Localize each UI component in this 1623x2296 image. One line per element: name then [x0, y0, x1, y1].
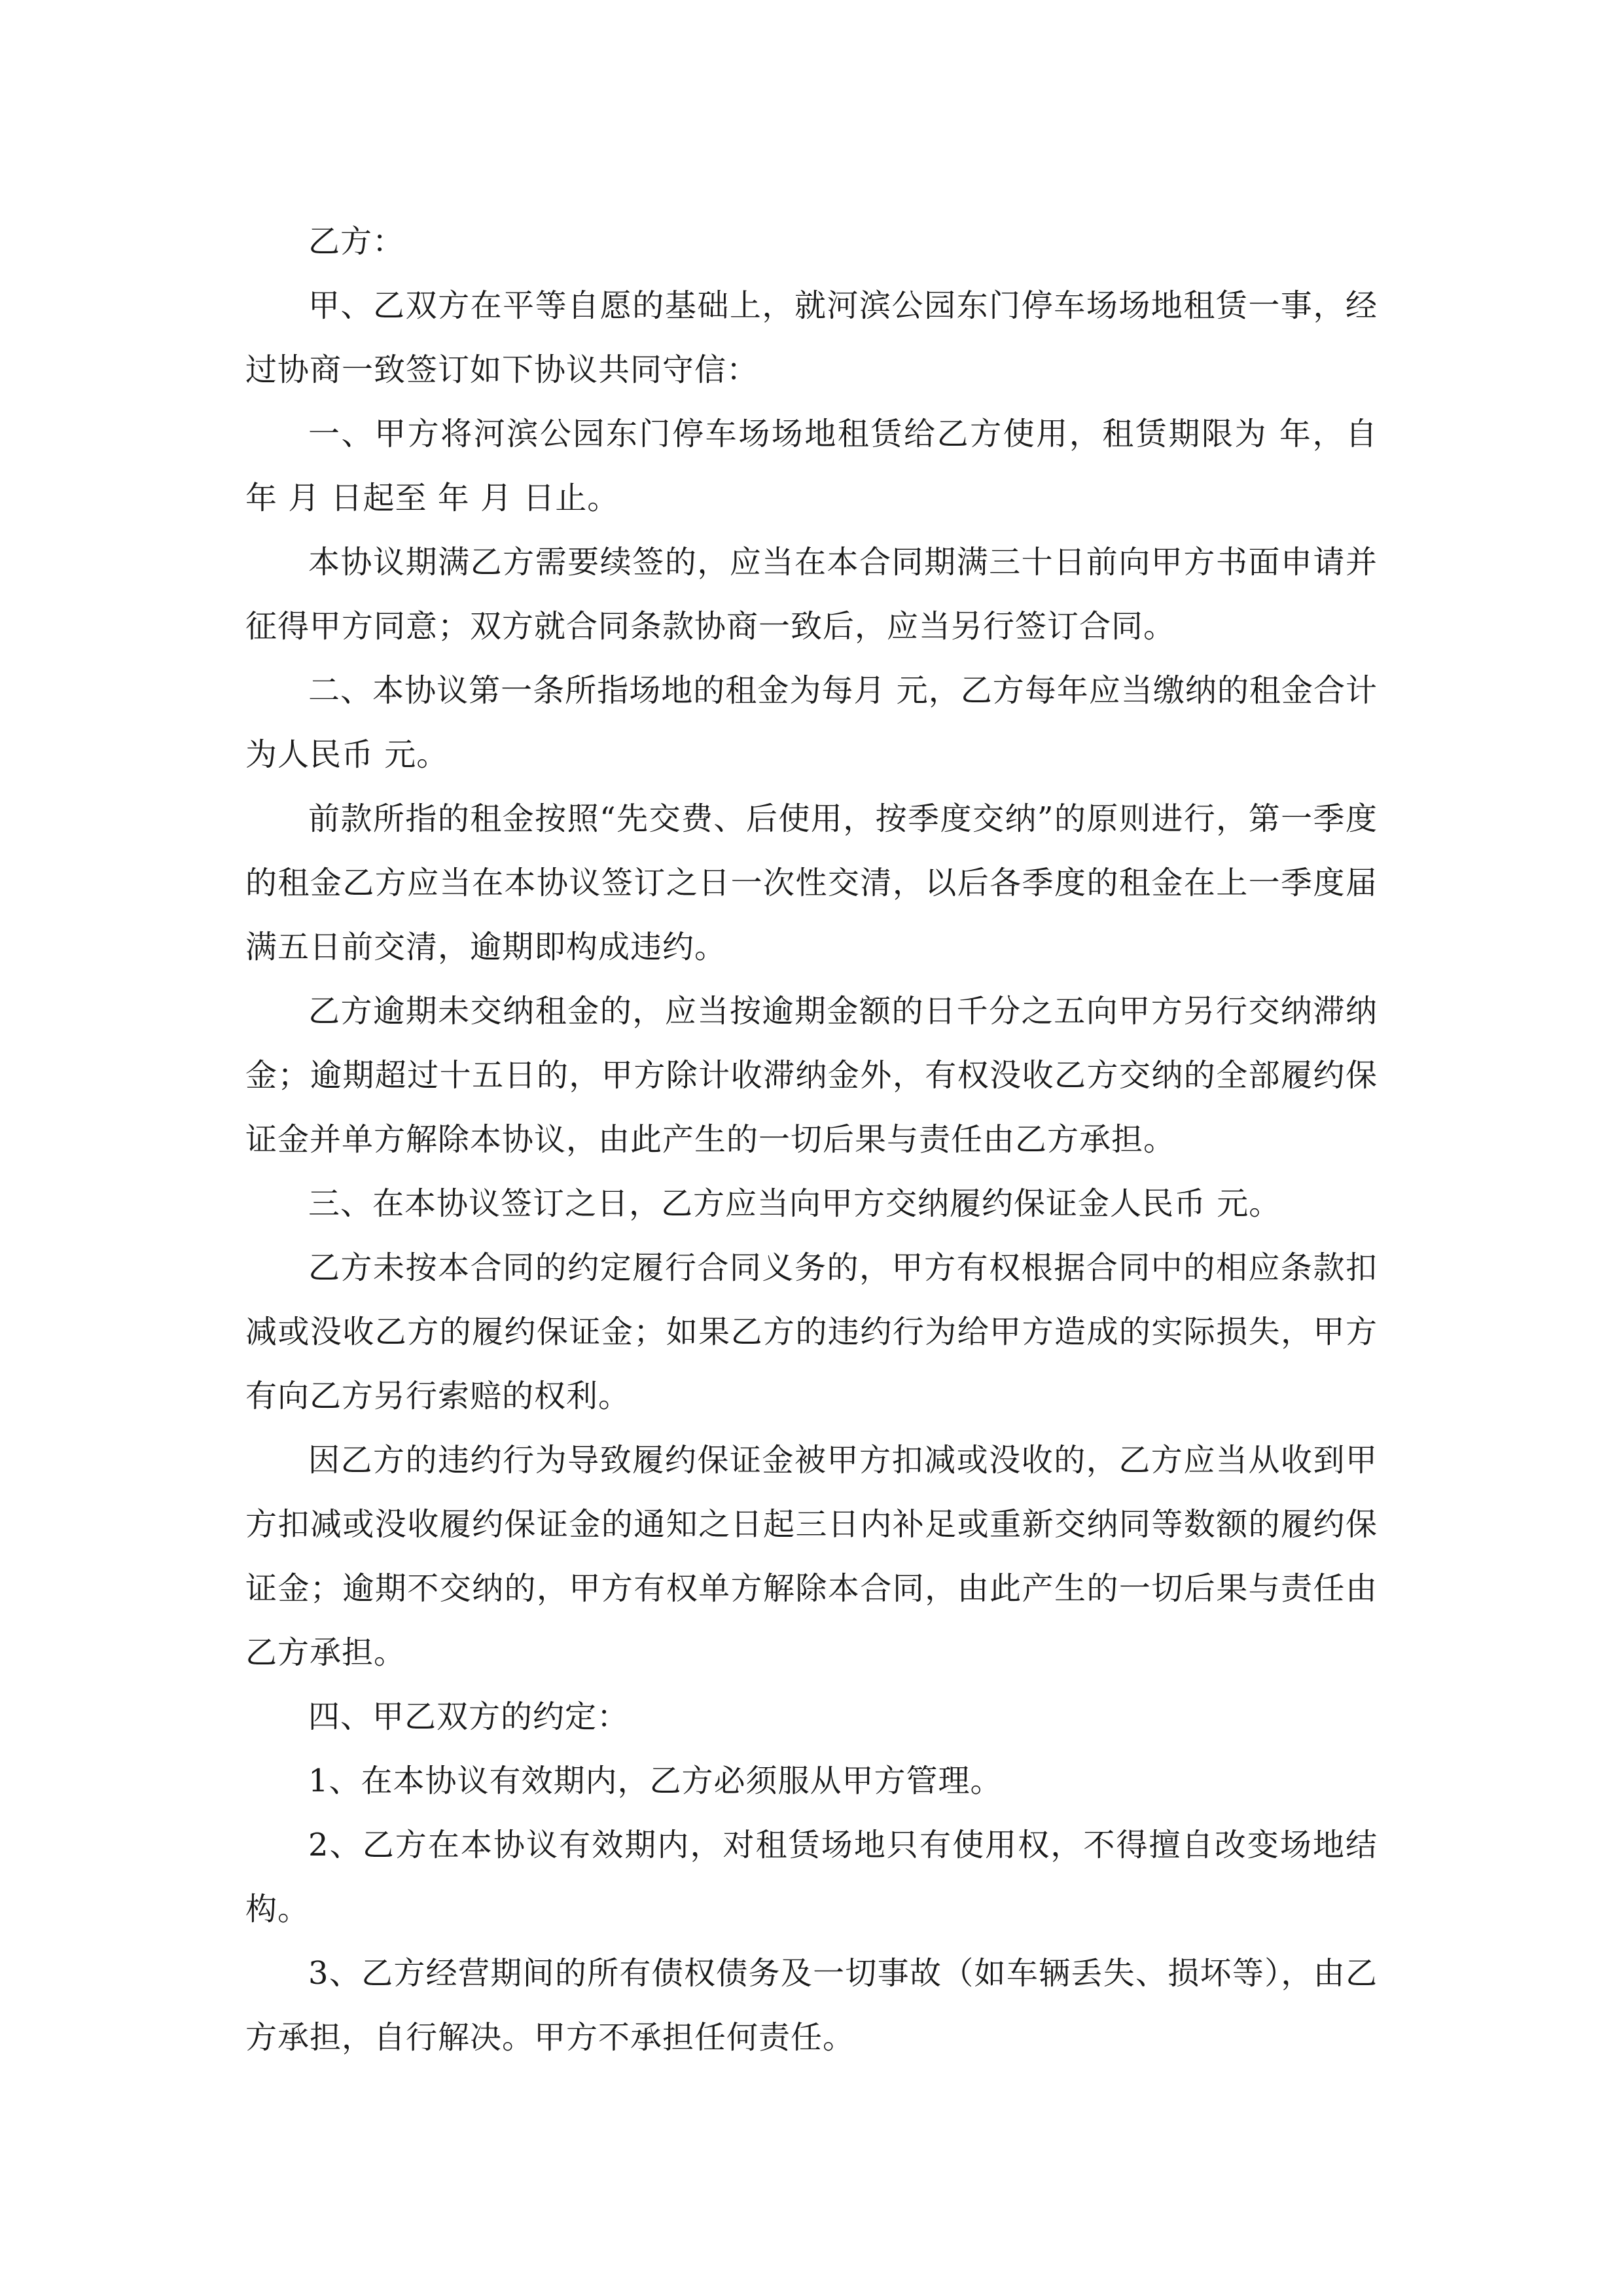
deposit-replenish-paragraph: 因乙方的违约行为导致履约保证金被甲方扣减或没收的，乙方应当从收到甲方扣减或没收履约保证金的通知之日起三日内补足或重新交纳同等数额的履约保证金；逾期不交纳的，甲方有权单方解除本合同，由此产生的一切后果与责任由乙方承担。: [245, 1442, 1378, 1671]
clause-2-paragraph: 二、本协议第一条所指场地的租金为每月 元，乙方每年应当缴纳的租金合计为人民币 元。: [245, 672, 1378, 773]
document-body: [245, 209, 1378, 2070]
rent-payment-paragraph: 前款所指的租金按照“先交费、后使用，按季度交纳”的原则进行，第一季度的租金乙方应当在本协议签订之日一次性交清，以后各季度的租金在上一季度届满五日前交清，逾期即构成违约。: [245, 800, 1378, 965]
agreement-item-3: 3、乙方经营期间的所有债权债务及一切事故（如车辆丢失、损坏等），由乙方承担，自行解决。甲方不承担任何责任。: [245, 1955, 1378, 2056]
preamble-paragraph: 甲、乙双方在平等自愿的基础上，就河滨公园东门停车场场地租赁一事，经过协商一致签订如下协议共同守信：: [245, 287, 1378, 388]
party-b-line: 乙方：: [308, 223, 405, 260]
clause-4-heading: 四、甲乙双方的约定：: [308, 1698, 630, 1735]
agreement-item-1: 1、在本协议有效期内，乙方必须服从甲方管理。: [308, 1763, 1003, 1799]
renewal-paragraph: 本协议期满乙方需要续签的，应当在本合同期满三十日前向甲方书面申请并征得甲方同意；双方就合同条款协商一致后，应当另行签订合同。: [245, 544, 1378, 645]
late-payment-paragraph: 乙方逾期未交纳租金的，应当按逾期金额的日千分之五向甲方另行交纳滞纳金；逾期超过十五日的，甲方除计收滞纳金外，有权没收乙方交纳的全部履约保证金并单方解除本协议，由此产生的一切后果与责任由乙方承担。: [245, 993, 1378, 1158]
deposit-deduction-paragraph: 乙方未按本合同的约定履行合同义务的，甲方有权根据合同中的相应条款扣减或没收乙方的履约保证金；如果乙方的违约行为给甲方造成的实际损失，甲方有向乙方另行索赔的权利。: [245, 1249, 1378, 1414]
agreement-item-2: 2、乙方在本协议有效期内，对租赁场地只有使用权，不得擅自改变场地结构。: [245, 1827, 1378, 1928]
clause-1-paragraph: 一、甲方将河滨公园东门停车场场地租赁给乙方使用，租赁期限为 年，自 年 月 日起至 年 月 日止。: [245, 416, 1378, 516]
clause-3-paragraph: 三、在本协议签订之日，乙方应当向甲方交纳履约保证金人民币 元。: [308, 1185, 1281, 1222]
